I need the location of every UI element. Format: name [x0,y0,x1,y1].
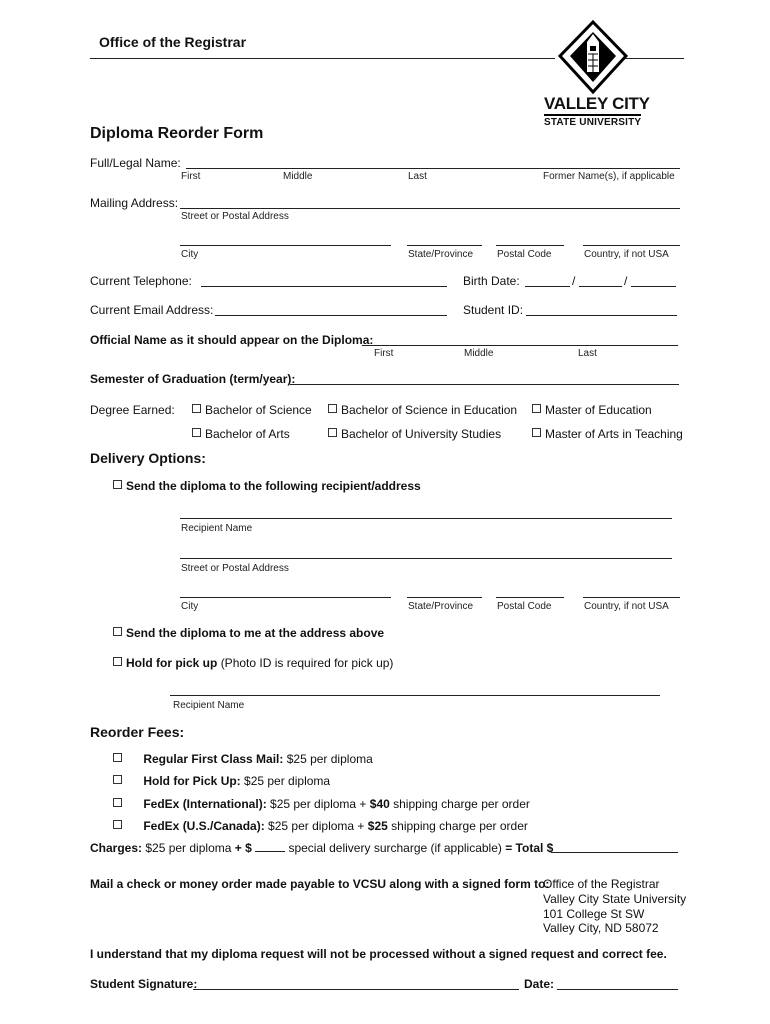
recipient-sub-country: Country, if not USA [584,601,669,612]
phone-field[interactable] [201,286,447,287]
hold-recipient-field[interactable] [170,695,660,696]
fee-tail: shipping charge per order [387,819,528,833]
checkbox-icon [532,428,541,437]
diploma-sub-first: First [374,348,394,359]
degree-option-label: Bachelor of University Studies [341,427,502,441]
fee-name: FedEx (U.S./Canada): [143,819,265,833]
vcsu-logo [540,18,650,128]
student-id-field[interactable] [526,315,677,316]
fee-fedex-us[interactable] [113,819,528,833]
charges-plus: + $ [234,841,252,855]
degree-option-med[interactable] [532,403,652,417]
checkbox-icon [192,428,201,437]
recipient-city-field[interactable] [180,597,391,598]
mailing-country-field[interactable] [583,245,680,246]
degree-label: Degree Earned: [90,403,175,417]
degree-option-label: Master of Arts in Teaching [545,427,683,441]
birth-year-field[interactable] [631,286,676,287]
name-sub-first: First [181,171,201,182]
student-id-label: Student ID: [463,303,524,317]
degree-option-bus[interactable] [328,427,501,441]
delivery-option-label: Hold for pick up [126,656,218,670]
degree-option-bs[interactable] [192,403,312,417]
mailing-sub-street: Street or Postal Address [181,211,289,222]
degree-option-label: Bachelor of Science [205,403,312,417]
charges-row [90,841,553,855]
mailing-state-field[interactable] [407,245,482,246]
delivery-option-label: Send the diploma to the following recipient/address [126,479,421,493]
mail-address-line: Office of the Registrar [543,877,660,891]
checkbox-icon [113,627,122,636]
birth-day-field[interactable] [579,286,622,287]
fee-name: Regular First Class Mail: [143,752,284,766]
mailing-label: Mailing Address: [90,196,179,210]
birth-label: Birth Date: [463,274,520,288]
mailing-city-field[interactable] [180,245,391,246]
checkbox-icon [113,753,122,762]
recipient-sub-postal: Postal Code [497,601,552,612]
mailing-sub-state: State/Province [408,249,474,260]
degree-option-mat[interactable] [532,427,683,441]
recipient-country-field[interactable] [583,597,680,598]
checkbox-icon [328,404,337,413]
mail-address-line: Valley City, ND 58072 [543,921,659,935]
charges-label: Charges: [90,841,143,855]
recipient-sub-city: City [181,601,199,612]
surcharge-text: special delivery surcharge (if applicable) [285,841,506,855]
name-sub-former: Former Name(s), if applicable [543,171,675,182]
delivery-option-me[interactable] [113,626,384,640]
checkbox-icon [532,404,541,413]
signature-field[interactable] [193,989,519,990]
degree-option-label: Bachelor of Arts [205,427,290,441]
header-rule-left [90,58,555,59]
fee-fedex-intl[interactable] [113,797,530,811]
fee-amount: $25 [367,819,388,833]
checkbox-icon [113,657,122,666]
checkbox-icon [113,480,122,489]
vcsu-tower-emblem [558,20,628,96]
surcharge-field[interactable] [255,841,285,852]
delivery-title: Delivery Options: [90,450,206,466]
date-field[interactable] [557,989,678,990]
name-sub-middle: Middle [283,171,313,182]
checkbox-icon [192,404,201,413]
date-label: Date: [524,977,555,991]
name-field[interactable] [186,168,680,169]
mail-address-line: 101 College St SW [543,907,645,921]
fee-first-class[interactable] [113,752,373,766]
diploma-sub-last: Last [578,348,597,359]
logo-line2: STATE UNIVERSITY [544,114,641,128]
diploma-name-field[interactable] [362,345,678,346]
office-title: Office of the Registrar [99,34,247,50]
mail-address-line: Valley City State University [543,892,687,906]
delivery-option-label: Send the diploma to me at the address above [126,626,385,640]
mailing-sub-postal: Postal Code [497,249,552,260]
checkbox-icon [113,798,122,807]
semester-label: Semester of Graduation (term/year): [90,372,296,386]
phone-label: Current Telephone: [90,274,192,288]
form-title: Diploma Reorder Form [90,125,264,142]
fee-pickup[interactable] [113,774,330,788]
delivery-option-hold[interactable] [113,656,393,670]
hold-note: (Photo ID is required for pick up) [220,656,394,670]
email-label: Current Email Address: [90,303,214,317]
birth-month-field[interactable] [525,286,570,287]
checkbox-icon [113,775,122,784]
semester-field[interactable] [290,384,679,385]
recipient-state-field[interactable] [407,597,482,598]
delivery-option-recipient[interactable] [113,479,421,493]
checkbox-icon [113,820,122,829]
name-label: Full/Legal Name: [90,156,181,170]
acknowledge-text: I understand that my diploma request will not be processed without a signed request and correct fee. [90,947,667,961]
fees-title: Reorder Fees: [90,724,185,740]
degree-option-ba[interactable] [192,427,290,441]
fee-text: $25 per diploma + [266,797,370,811]
fee-name: Hold for Pick Up: [143,774,241,788]
recipient-sub-name: Recipient Name [181,523,253,534]
signature-label: Student Signature: [90,977,198,991]
mail-instruction: Mail a check or money order made payable to VCSU along with a signed form to: [90,877,550,891]
mailing-sub-country: Country, if not USA [584,249,669,260]
fee-tail: shipping charge per order [389,797,530,811]
diploma-name-label: Official Name as it should appear on the Diploma: [90,333,374,347]
diploma-sub-middle: Middle [464,348,494,359]
email-field[interactable] [215,315,447,316]
name-sub-last: Last [408,171,427,182]
mailing-street-field[interactable] [180,208,680,209]
recipient-name-field[interactable] [180,518,672,519]
recipient-postal-field[interactable] [496,597,564,598]
degree-option-label: Bachelor of Science in Education [341,403,518,417]
degree-option-bse[interactable] [328,403,517,417]
fee-text: $25 per diploma [283,752,373,766]
recipient-street-field[interactable] [180,558,672,559]
mailing-sub-city: City [181,249,199,260]
total-field[interactable] [551,852,678,853]
birth-sep1: / [572,274,576,288]
degree-option-label: Master of Education [545,403,652,417]
mailing-postal-field[interactable] [496,245,564,246]
birth-sep2: / [624,274,628,288]
logo-line1: VALLEY CITY [544,94,650,113]
hold-sub-recipient: Recipient Name [173,700,245,711]
fee-text: $25 per diploma + [264,819,368,833]
fee-amount: $40 [369,797,390,811]
recipient-sub-street: Street or Postal Address [181,563,289,574]
recipient-sub-state: State/Province [408,601,474,612]
charges-base: $25 per diploma [142,841,235,855]
total-label: = Total $ [505,841,554,855]
fee-name: FedEx (International): [143,797,267,811]
fee-text: $25 per diploma [240,774,331,788]
checkbox-icon [328,428,337,437]
